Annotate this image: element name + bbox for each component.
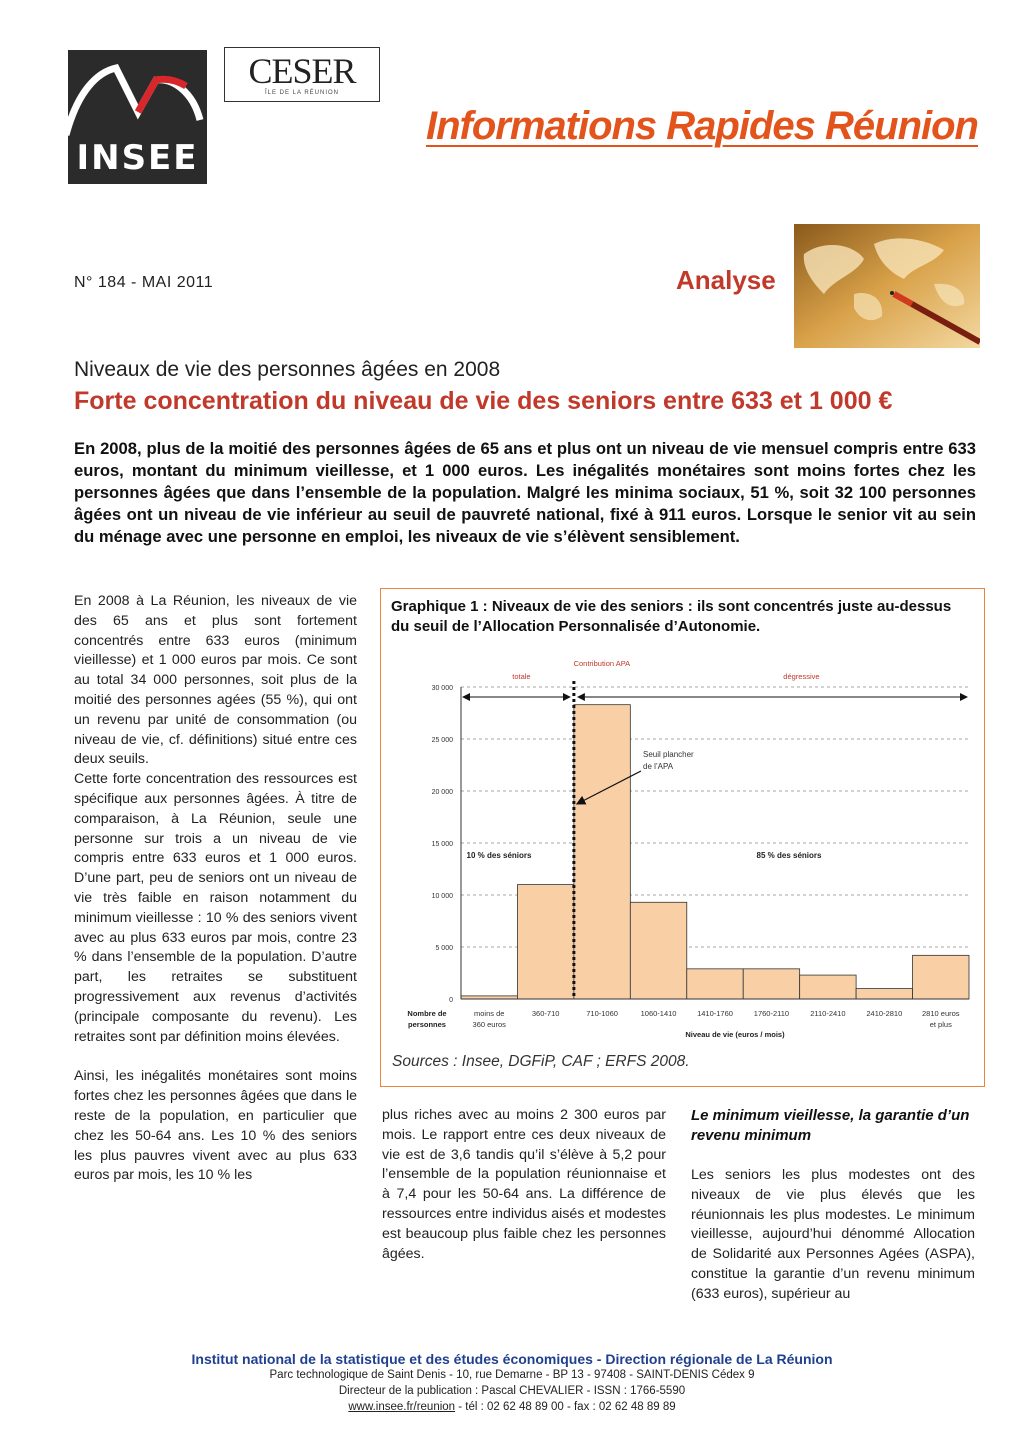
- chart-box: [380, 588, 985, 1087]
- y-tick-label: 30 000: [431, 685, 453, 692]
- bar: [630, 902, 686, 999]
- x-tick-label: et plus: [929, 1020, 952, 1029]
- x-tick-label: 1060-1410: [640, 1009, 677, 1018]
- x-tick-label: 710-1060: [586, 1009, 618, 1018]
- column-2: [382, 1106, 666, 1264]
- section-label: Analyse: [676, 265, 776, 295]
- footer-director: Directeur de la publication : Pascal CHEVALIER - ISSN : 1766-5590: [338, 1385, 686, 1397]
- y-tick-label: 5 000: [435, 945, 453, 952]
- left-share-label: 10 % des séniors: [466, 851, 532, 860]
- x-axis-label: Niveau de vie (euros / mois): [685, 1030, 785, 1039]
- seuil-label: Seuil plancher: [643, 750, 694, 759]
- x-tick-label: moins de: [474, 1009, 505, 1018]
- article-headline: Forte concentration du niveau de vie des seniors entre 633 et 1 000 €: [74, 387, 893, 415]
- insee-logo-text: INSEE: [76, 138, 199, 178]
- ceser-logo-subtext: ÎLE DE LA RÉUNION: [264, 90, 340, 96]
- paragraph: En 2008 à La Réunion, les niveaux de vie des 65 ans et plus sont fortement concentrés entre 633 euros (minimum vieillesse) et 1 000 euros par mois. Ce sont au total 34 000 personnes, soit plus de la moitié des personnes agées (55 %), qui ont un revenu par unité de consommation (ou niveau de vie, cf. définitions) situé entre ces deux seuils.: [74, 593, 357, 768]
- paragraph: Ainsi, les inégalités monétaires sont moins fortes chez les personnes âgées que dans le reste de la population, en particulier que chez les 50-64 ans. Les 10 % des seniors les plus pauvres vivent avec au plus 633 euros par mois, les 10 % les: [74, 1068, 357, 1184]
- publication-title: Informations Rapides Réunion: [425, 104, 978, 148]
- article-lead: En 2008, plus de la moitié des personnes âgées de 65 ans et plus ont un niveau de vie mensuel compris entre 633 euros, montant du minimum vieillesse, et 1 000 euros. Les inégalités monétaires sont moins fortes chez les personnes âgées que dans l’ensemble de la population. Malgré les minima sociaux, 51 %, soit 32 100 personnes âgées ont un niveau de vie inférieur au seuil de pauvreté national, fixé à 911 euros. Lorsque le senior vit au sein du ménage avec une personne en emploi, les niveaux de vie s’élèvent sensiblement.: [74, 439, 976, 546]
- seuil-label: de l’APA: [643, 762, 674, 771]
- apa-label: Contribution APA: [573, 659, 631, 668]
- footer-contact: [0, 1401, 1024, 1413]
- bar: [743, 969, 799, 999]
- y-tick-label: 25 000: [431, 737, 453, 744]
- x-tick-label: 1760-2110: [753, 1009, 790, 1018]
- y-tick-label: 10 000: [431, 893, 453, 900]
- insee-logo: [68, 50, 207, 184]
- paragraph: plus riches avec au moins 2 300 euros par mois. Le rapport entre ces deux niveaux de vie est de 3,6 tandis qu’il s’élève à 5,2 pour l’ensemble de la population réunionnaise et à 7,4 pour les 50-64 ans. La différence de ressources entre individus aisés et modestes est beaucoup plus faible chez les personnes âgées.: [382, 1107, 666, 1262]
- paragraph: Cette forte concentration des ressources est spécifique aux personnes âgées. À titre de comparaison, à La Réunion, seule une personne sur trois a un niveau de vie compris entre 633 euros et 1 000 euros. D’une part, peu de seniors ont un niveau de vie très faible en raison notamment du minimum vieillesse : 10 % des seniors vivent avec au plus 633 euros par mois, contre 23 % dans l’ensemble de la population. D’autre part, les retraites se substituent progressivement aux revenus d’activités (principale composante du revenu). Les retraites sont par définition moins élevées.: [74, 771, 357, 1045]
- right-share-label: 85 % des séniors: [756, 851, 822, 860]
- chart-title: Graphique 1 : Niveaux de vie des seniors : ils sont concentrés juste au-dessus du seuil de l’Allocation Personnalisée d’Autonomie.: [391, 598, 952, 635]
- x-tick-label: 2410-2810: [866, 1009, 903, 1018]
- bar: [800, 975, 856, 999]
- x-tick-label: 360-710: [531, 1009, 560, 1018]
- ceser-logo-text: CESER: [248, 51, 356, 91]
- footer-address: Parc technologique de Saint Denis - 10, rue Demarne - BP 13 - 97408 - SAINT-DENIS Cédex 9: [269, 1369, 755, 1381]
- y-axis-label-line1: Nombre de: [407, 1009, 447, 1018]
- bar: [687, 969, 743, 999]
- bar: [574, 705, 630, 999]
- bar: [856, 989, 912, 999]
- ceser-logo: [224, 47, 380, 102]
- world-map-photo: [794, 224, 980, 348]
- degressive-label: dégressive: [783, 672, 820, 681]
- column-3: [691, 1166, 975, 1305]
- footer-phone-fax: - tél : 02 62 48 89 00 - fax : 02 62 48 89 89: [455, 1401, 676, 1413]
- y-axis-label-line2: personnes: [408, 1020, 446, 1029]
- chart-source: Sources : Insee, DGFiP, CAF ; ERFS 2008.: [392, 1053, 690, 1070]
- y-tick-label: 15 000: [431, 841, 453, 848]
- x-tick-label: 360 euros: [472, 1020, 506, 1029]
- totale-label: totale: [512, 672, 531, 681]
- x-tick-label: 2810 euros: [922, 1009, 960, 1018]
- y-tick-label: 0: [449, 997, 453, 1004]
- histogram-chart: [381, 589, 984, 1086]
- column-1: [74, 592, 357, 1186]
- article-kicker: Niveaux de vie des personnes âgées en 2008: [74, 358, 501, 381]
- footer-institution: Institut national de la statistique et des études économiques - Direction régionale de La Réunion: [191, 1351, 833, 1367]
- x-tick-label: 2110-2410: [810, 1009, 846, 1018]
- bar: [517, 885, 573, 999]
- bar: [913, 955, 969, 999]
- paragraph: Les seniors les plus modestes ont des niveaux de vie plus élevés que les réunionnais les plus modestes. Le minimum vieillesse, aujourd’hui dénommé Allocation de Solidarité aux Personnes Agées (ASPA), constitue la garantie d’un revenu minimum (633 euros), supérieur au: [691, 1167, 975, 1302]
- y-tick-label: 20 000: [431, 789, 453, 796]
- website-link[interactable]: www.insee.fr/reunion: [348, 1401, 456, 1413]
- section-heading: Le minimum vieillesse, la garantie d’un revenu minimum: [691, 1107, 970, 1144]
- issue-number: N° 184 - MAI 2011: [74, 274, 214, 291]
- x-tick-label: 1410-1760: [697, 1009, 733, 1018]
